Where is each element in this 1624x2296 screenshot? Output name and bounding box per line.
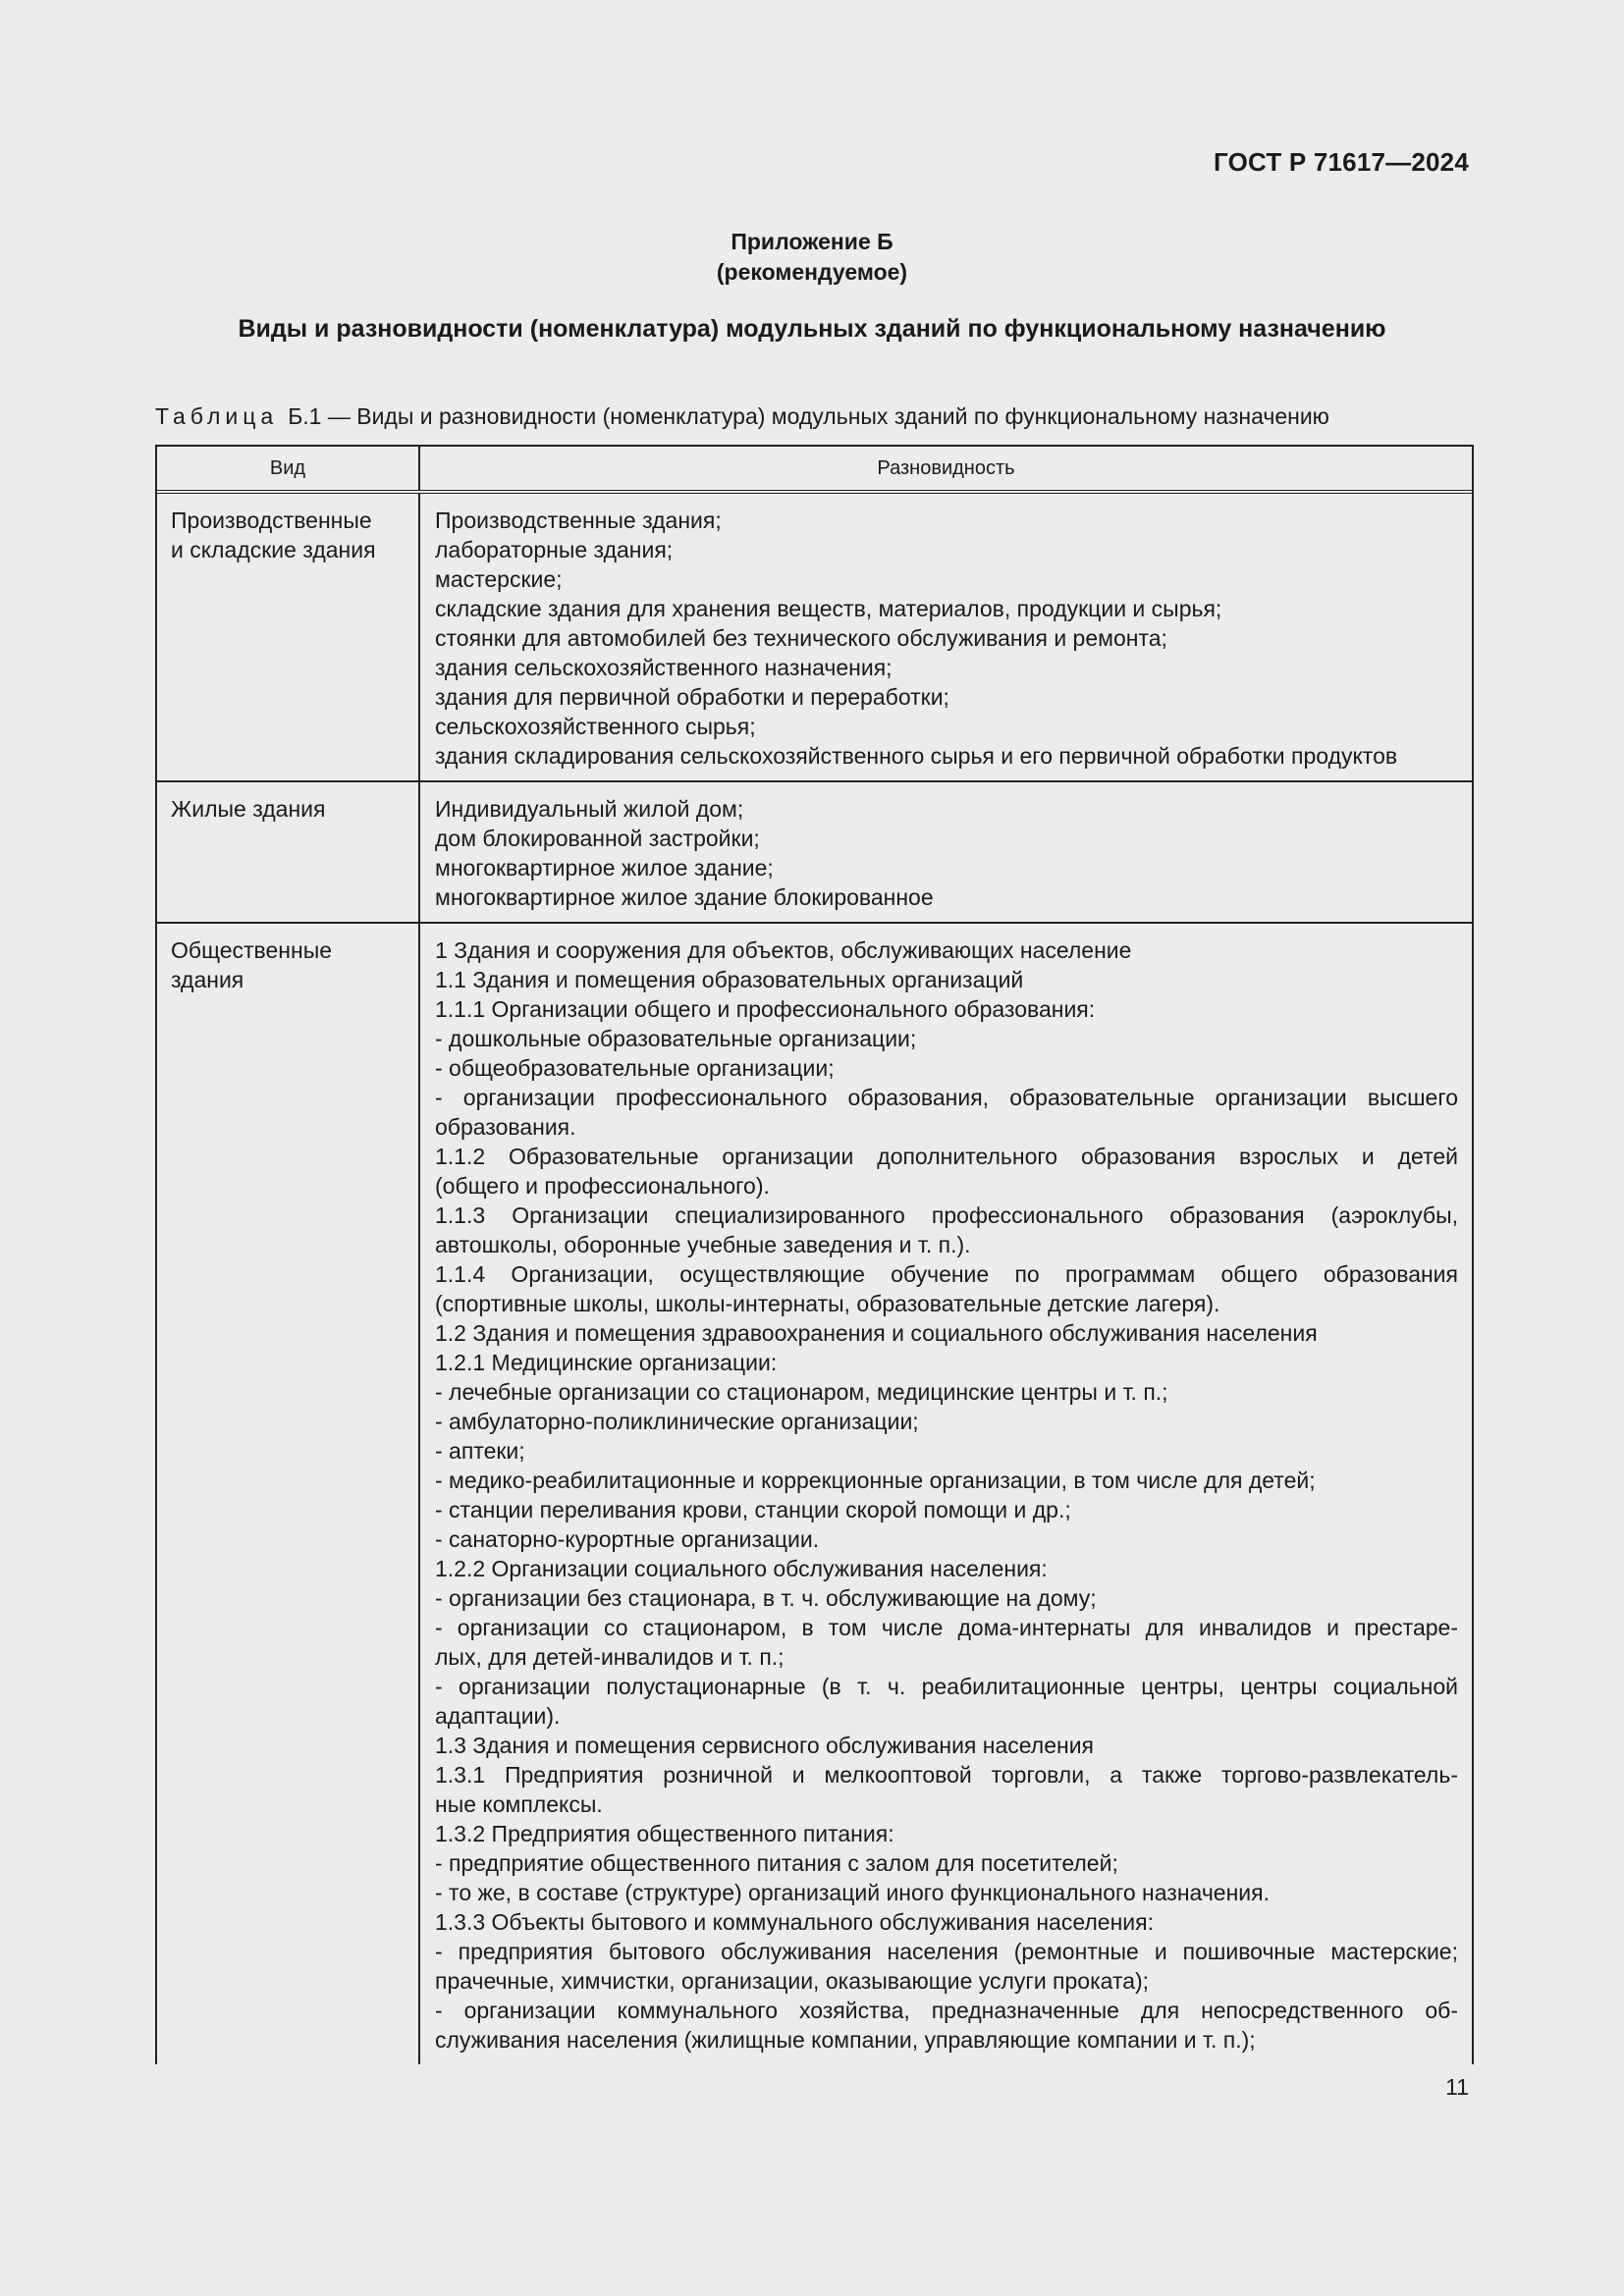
variety-line: многоквартирное жилое здание; (435, 855, 774, 881)
variety-line: 1.1.4 Организации, осуществляющие обучение по программам общего образования (435, 1261, 1458, 1287)
appendix-status: (рекомендуемое) (716, 259, 908, 285)
column-header-kind: Вид (157, 447, 420, 490)
variety-line: 1.1.3 Организации специализированного профессионального образования (аэроклубы, (435, 1202, 1458, 1228)
variety-line: - лечебные организации со стационаром, медицинские центры и т. п.; (435, 1379, 1168, 1405)
variety-line: стоянки для автомобилей без технического обслуживания и ремонта; (435, 625, 1167, 651)
kind-line: Производственные (171, 507, 372, 533)
variety-line: - то же, в составе (структуре) организаций иного функционального назначения. (435, 1880, 1270, 1905)
table-caption-text: Б.1 — Виды и разновидности (номенклатура) модульных зданий по функциональному назначению (288, 403, 1329, 429)
variety-line: 1.3 Здания и помещения сервисного обслуживания населения (435, 1733, 1095, 1758)
section-heading: Виды и разновидности (номенклатура) модульных зданий по функциональному назначению (238, 315, 1386, 343)
variety-line: здания сельскохозяйственного назначения; (435, 655, 893, 680)
page-number: 11 (1445, 2074, 1469, 2100)
variety-line: 1.2.1 Медицинские организации: (435, 1350, 778, 1375)
variety-line: лых, для детей-инвалидов и т. п.; (435, 1644, 785, 1670)
variety-line: адаптации). (435, 1703, 561, 1729)
nomenclature-table (155, 445, 1474, 2064)
variety-line: многоквартирное жилое здание блокированное (435, 884, 934, 910)
variety-line: здания складирования сельскохозяйственного сырья и его первичной обработки продуктов (435, 743, 1398, 769)
variety-line: - организации без стационара, в т. ч. обслуживающие на дому; (435, 1585, 1097, 1611)
variety-line: автошколы, оборонные учебные заведения и т. п.). (435, 1232, 971, 1257)
variety-line: ные комплексы. (435, 1791, 603, 1817)
document-code: ГОСТ Р 71617—2024 (1214, 147, 1469, 177)
variety-line: - организации полустационарные (в т. ч. реабилитационные центры, центры социальной (435, 1674, 1458, 1699)
table-caption (155, 403, 1329, 430)
variety-line: складские здания для хранения веществ, материалов, продукции и сырья; (435, 596, 1222, 621)
column-header-variety: Разновидность (877, 457, 1015, 479)
variety-line: 1.2 Здания и помещения здравоохранения и социального обслуживания населения (435, 1320, 1318, 1346)
variety-line: - предприятия бытового обслуживания населения (ремонтные и пошивочные мастерские; (435, 1939, 1458, 1964)
variety-line: - организации коммунального хозяйства, предназначенные для непосредственного об- (435, 1998, 1458, 2023)
variety-line: лабораторные здания; (435, 537, 674, 562)
table-row (157, 782, 1472, 924)
kind-cell (157, 924, 420, 2064)
table-caption-prefix: Таблица (155, 403, 279, 429)
appendix-title: Приложение Б (731, 229, 893, 254)
variety-line: здания для первичной обработки и переработки; (435, 684, 949, 710)
variety-line: - организации профессионального образования, образовательные организации высшего (435, 1085, 1458, 1110)
variety-cell (420, 494, 1472, 780)
variety-line: Индивидуальный жилой дом; (435, 796, 744, 822)
variety-line: - организации со стационаром, в том числе дома-интернаты для инвалидов и престаре- (435, 1615, 1458, 1640)
variety-cell (420, 782, 1472, 922)
kind-line: здания (171, 967, 244, 992)
variety-line: 1.2.2 Организации социального обслуживания населения: (435, 1556, 1048, 1581)
table-row (157, 924, 1472, 2064)
variety-line: (общего и профессионального). (435, 1173, 770, 1199)
variety-line: 1.3.3 Объекты бытового и коммунального обслуживания населения: (435, 1909, 1154, 1935)
table-row (157, 494, 1472, 782)
kind-line: и складские здания (171, 537, 376, 562)
variety-line: 1.1.1 Организации общего и профессионального образования: (435, 996, 1096, 1022)
variety-line: сельскохозяйственного сырья; (435, 714, 756, 739)
variety-line: 1.3.2 Предприятия общественного питания: (435, 1821, 894, 1846)
appendix-header (0, 227, 1624, 288)
variety-line: 1 Здания и сооружения для объектов, обслуживающих население (435, 937, 1132, 963)
variety-line: - аптеки; (435, 1438, 525, 1464)
variety-line: (спортивные школы, школы-интернаты, образовательные детские лагеря). (435, 1291, 1220, 1316)
kind-cell (157, 494, 420, 780)
variety-line: прачечные, химчистки, организации, оказывающие услуги проката); (435, 1968, 1150, 1994)
kind-cell (157, 782, 420, 922)
variety-line: - станции переливания крови, станции скорой помощи и др.; (435, 1497, 1071, 1522)
variety-line: - дошкольные образовательные организации; (435, 1026, 917, 1051)
variety-line: мастерские; (435, 566, 563, 592)
variety-line: - общеобразовательные организации; (435, 1055, 835, 1081)
variety-line: образования. (435, 1114, 576, 1140)
variety-line: 1.1 Здания и помещения образовательных организаций (435, 967, 1024, 992)
table-header-row (157, 447, 1472, 494)
variety-cell (420, 924, 1472, 2064)
variety-line: служивания населения (жилищные компании, управляющие компании и т. п.); (435, 2027, 1256, 2053)
variety-line: Производственные здания; (435, 507, 722, 533)
variety-line: 1.3.1 Предприятия розничной и мелкооптовой торговли, а также торгово-развлекатель- (435, 1762, 1458, 1788)
variety-line: - предприятие общественного питания с залом для посетителей; (435, 1850, 1118, 1876)
variety-line: - санаторно-курортные организации. (435, 1526, 820, 1552)
variety-line: - медико-реабилитационные и коррекционные организации, в том числе для детей; (435, 1468, 1316, 1493)
variety-line: 1.1.2 Образовательные организации дополнительного образования взрослых и детей (435, 1144, 1458, 1169)
kind-line: Жилые здания (171, 796, 326, 822)
variety-line: - амбулаторно-поликлинические организации; (435, 1409, 919, 1434)
variety-line: дом блокированной застройки; (435, 826, 760, 851)
kind-line: Общественные (171, 937, 333, 963)
